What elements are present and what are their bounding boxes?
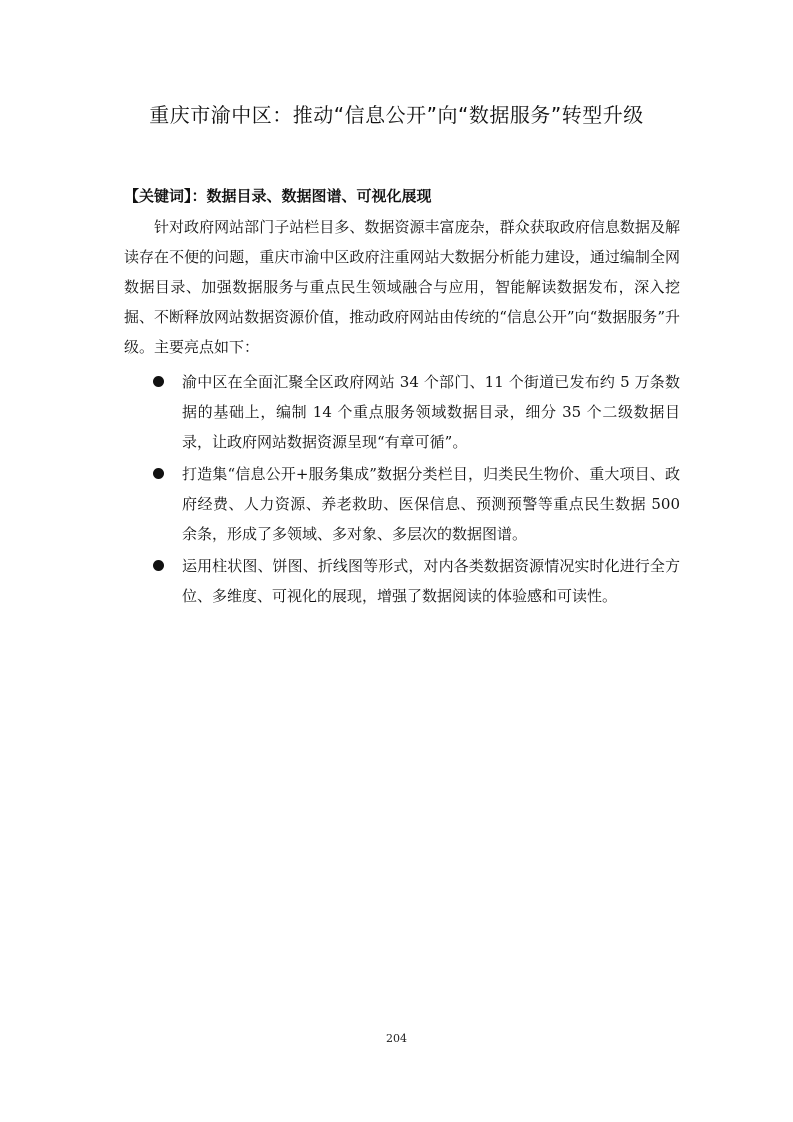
intro-paragraph: 针对政府网站部门子站栏目多、数据资源丰富庞杂，群众获取政府信息数据及解读存在不便的问题，重庆市渝中区政府注重网站大数据分析能力建设，通过编制全网数据目录、加强数据服务与重点民生领域融合与应用，智能解读数据发布，深入挖掘、不断释放网站数据资源价值，推动政府网站由传统的“信息公开”向“数据服务”升级。主要亮点如下： — [124, 218, 680, 356]
highlights-list — [124, 367, 680, 613]
list-item — [124, 367, 680, 457]
list-item-text: 渝中区在全面汇聚全区政府网站 34 个部门、11 个街道已发布约 5 万条数据的基础上，编制 14 个重点服务领域数据目录，细分 35 个二级数据目录，让政府网站数据资源呈现“有章可循”。 — [182, 373, 680, 451]
bullet-icon — [153, 376, 164, 387]
list-item-text: 运用柱状图、饼图、折线图等形式，对内各类数据资源情况实时化进行全方位、多维度、可视化的展现，增强了数据阅读的体验感和可读性。 — [182, 557, 680, 605]
list-item — [124, 551, 680, 611]
list-item — [124, 459, 680, 549]
page-number: 204 — [386, 1032, 407, 1045]
list-item-text: 打造集“信息公开+服务集成”数据分类栏目，归类民生物价、重大项目、政府经费、人力资源、养老救助、医保信息、预测预警等重点民生数据 500 余条，形成了多领域、多对象、多层次的数据图谱。 — [182, 465, 680, 543]
bullet-icon — [153, 468, 164, 479]
bullet-icon — [153, 560, 164, 571]
page-title: 重庆市渝中区：推动“信息公开”向“数据服务”转型升级 — [149, 103, 644, 127]
keywords-line: 【关键词】：数据目录、数据图谱、可视化展现 — [124, 187, 432, 205]
